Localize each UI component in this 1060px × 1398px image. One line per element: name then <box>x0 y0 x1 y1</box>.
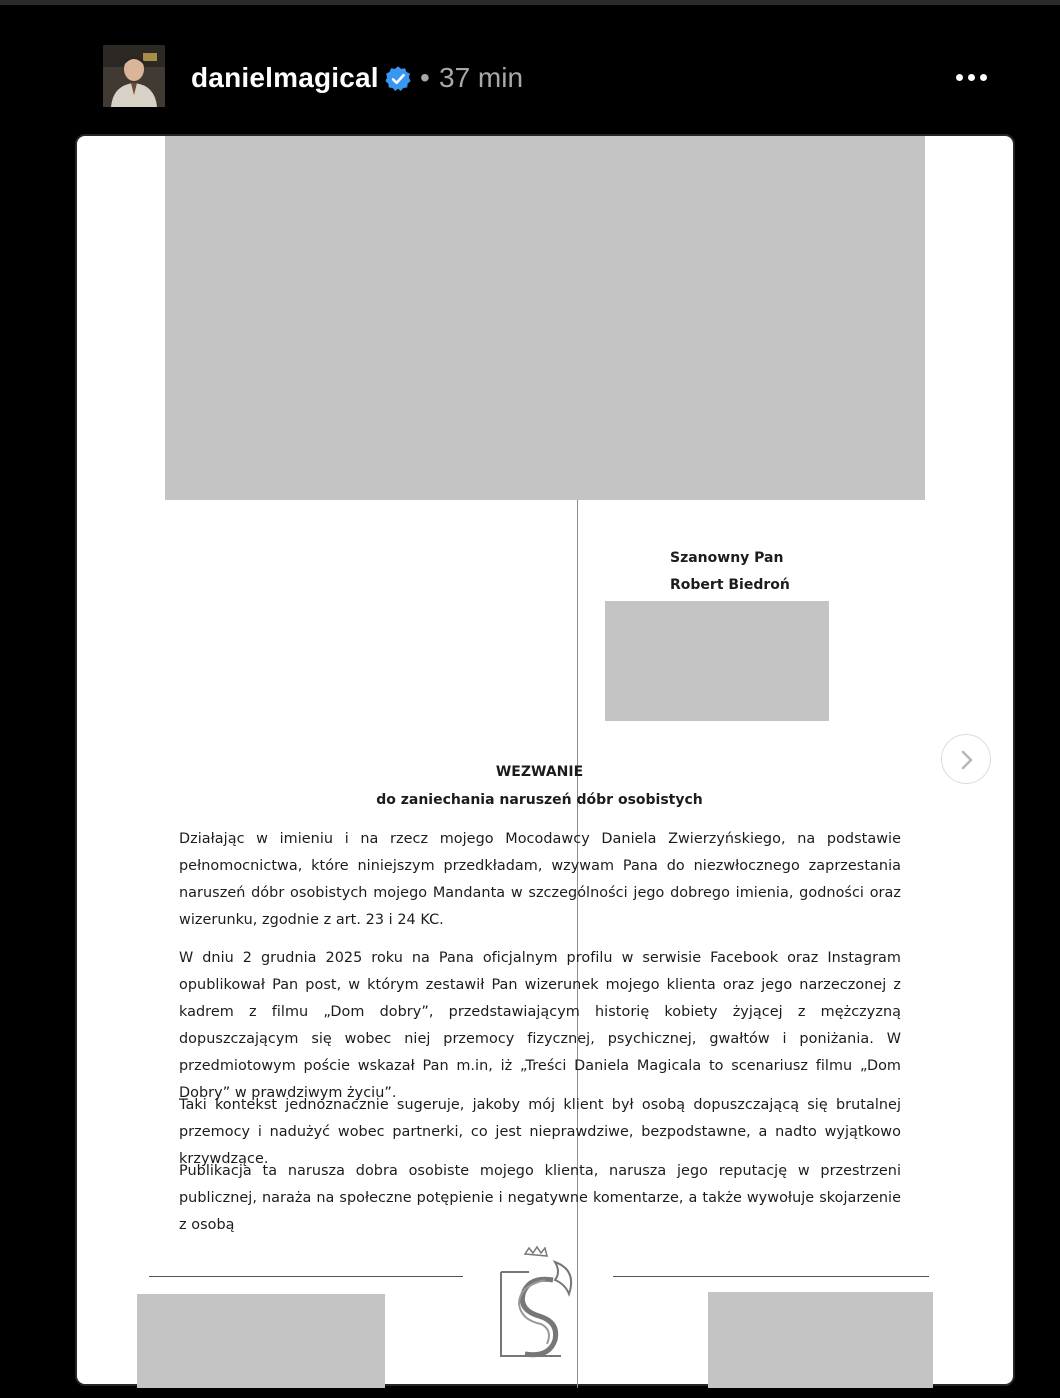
signature-line-right <box>613 1276 929 1277</box>
paragraph-3: Taki kontekst jednoznacznie sugeruje, jakoby mój klient był osobą dopuszczającą się brutalnej przemocy i nadużyć wobec partnerki, co jest nieprawdziwe, bezpodstawne, a nadto wyjątkowo krzywdzące. <box>179 1097 901 1167</box>
signature-line-left <box>149 1276 463 1277</box>
avatar[interactable] <box>103 45 165 107</box>
redacted-letterhead <box>165 136 925 500</box>
post-time: 37 min <box>439 62 524 93</box>
redacted-signature-right <box>708 1292 933 1388</box>
chevron-right-icon <box>956 748 978 772</box>
redacted-address <box>605 601 829 721</box>
paragraph-4: Publikacja ta narusza dobra osobiste mojego klienta, narusza jego reputację w przestrzeni publicznej, naraża na społeczne potępienie i negatywne komentarze, a także wywołuje skojarzenie z osobą <box>179 1163 901 1233</box>
redacted-signature-left <box>137 1294 385 1388</box>
avatar-image <box>103 45 165 107</box>
username[interactable]: danielmagical <box>191 62 379 93</box>
next-slide-button[interactable] <box>941 734 991 784</box>
paragraph-2: W dniu 2 grudnia 2025 roku na Pana oficjalnym profilu w serwisie Facebook oraz Instagram opublikował Pan post, w którym zestawił Pan wizerunek mojego klienta oraz jego narzeczonej z kadrem z filmu „Dom dobry”, przedstawiającym historię kobiety żyjącej z mężczyzną dopuszczającym się wobec niej przemocy fizycznej, psychicznej, gwałtów i poniżania. W przedmiotowym poście wskazał Pan m.in, iż „Treści Daniela Magicala to scenariusz filmu „Dom Dobry” w prawdziwym życiu”. <box>179 950 901 1101</box>
verified-badge-icon <box>384 65 412 93</box>
law-office-logo <box>489 1244 581 1368</box>
salutation-line-2: Robert Biedroń <box>670 577 790 593</box>
salutation-line-1: Szanowny Pan <box>670 550 784 566</box>
document-title: WEZWANIE <box>495 764 584 780</box>
top-divider <box>0 0 1060 5</box>
paragraph-1: Działając w imieniu i na rzecz mojego Mocodawcy Daniela Zwierzyńskiego, na podstawie pełnomocnictwa, które niniejszym przedkładam, wzywam Pana do niezwłocznego zaprzestania naruszeń dóbr osobistych mojego Mandanta w szczególności jego dobrego imienia, godności oraz wizerunku, zgodnie z art. 23 i 24 KC. <box>179 831 901 928</box>
document-subtitle: do zaniechania naruszeń dóbr osobistych <box>376 792 703 808</box>
document-image <box>75 134 1015 1386</box>
more-options-icon[interactable] <box>952 70 992 86</box>
story-header <box>0 40 1060 120</box>
separator-dot: • <box>420 62 430 93</box>
